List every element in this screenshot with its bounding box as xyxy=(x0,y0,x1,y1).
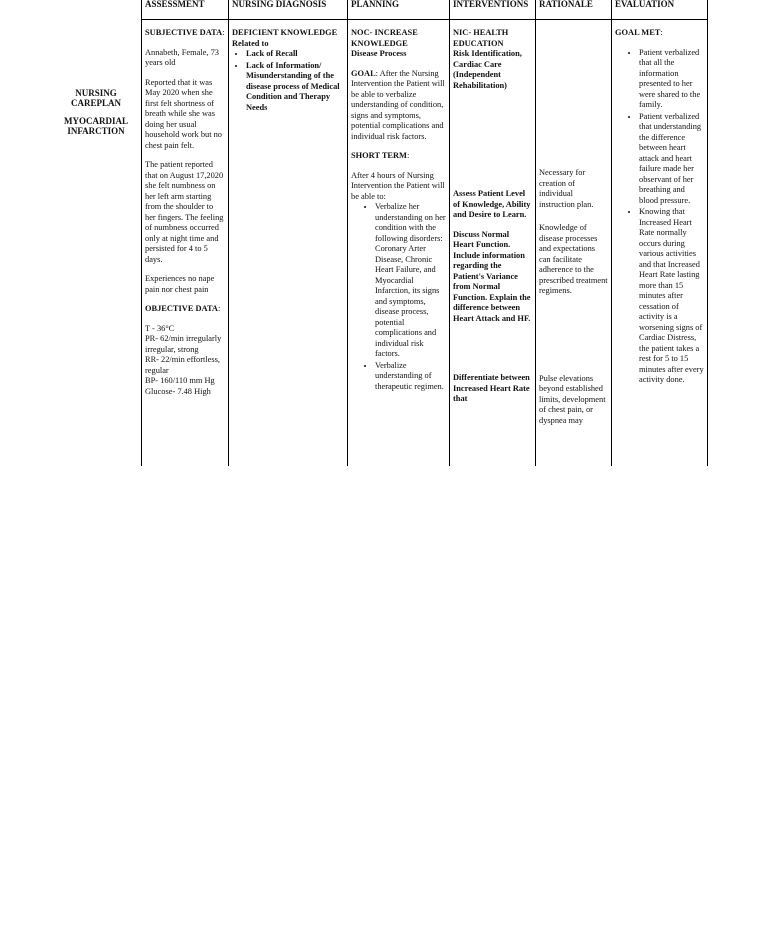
diagnosis-related-to: Related to xyxy=(232,38,269,48)
header-planning: PLANNING xyxy=(348,0,450,20)
careplan-table-area xyxy=(141,0,708,466)
diagnosis-item: • Lack of Recall xyxy=(246,49,344,60)
vital-sign: Glucose- 7.48 High xyxy=(145,386,211,396)
goal-met-label: GOAL MET xyxy=(615,28,661,37)
intervention-item-2: Discuss Normal Heart Function. Include information regarding the Patient's Variance from Normal Function. Explain the difference between Heart Attack and HF. xyxy=(453,229,531,323)
diagnosis-item: • Lack of Information/ Misunderstanding of the disease process of Medical Condition and Therapy Needs xyxy=(246,61,344,114)
rationale-3: Pulse elevations beyond established limits, development of chest pain, or dyspnea may xyxy=(539,373,606,425)
subjective-report-3: Experiences no nape pain nor chest pain xyxy=(145,274,215,294)
patient-info: Annabeth, Female, 73 years old xyxy=(145,47,219,67)
vital-sign: T - 36°C xyxy=(145,323,175,333)
objective-label: OBJECTIVE DATA xyxy=(145,304,218,313)
evaluation-cell: GOAL MET: • Patient verbalized that all the information presented to her were shared to the family. • Patient verbalized that understanding the difference between heart attack and heart failure made her observant of her breathing and blood pressure. • Knowing that Increased Heart Rate normally occurs during various activities and that Increased Heart Rate lasting more than 15 minutes after cessation of activity is a worsening signs of Cardiac Distress, the patient takes a rest for 5 to 15 minutes after every activity done. xyxy=(612,20,708,467)
careplan-table xyxy=(141,0,708,466)
rationale-2: Knowledge of disease processes and expectations can facilitate adherence to the prescribed treatment regimens. xyxy=(539,223,608,295)
subjective-label: SUBJECTIVE DATA xyxy=(145,28,223,37)
intervention-item-1: Assess Patient Level of Knowledge, Ability and Desire to Learn. xyxy=(453,189,531,219)
header-row xyxy=(142,0,708,20)
content-row xyxy=(142,20,708,467)
goal-label: GOAL xyxy=(351,68,376,78)
header-evaluation: EVALUATION xyxy=(612,0,708,20)
vital-sign: BP- 160/110 mm Hg xyxy=(145,376,215,385)
diagnosis-cell xyxy=(229,20,348,467)
vital-sign: RR- 22/min effortless, regular xyxy=(145,355,220,375)
diagnosis-list xyxy=(232,49,344,113)
short-term-list xyxy=(351,202,446,392)
interventions-cell xyxy=(450,20,536,467)
subjective-report-2: The patient reported that on August 17,2020 she felt numbness on her left arm starting from the shoulder to her fingers. The feeling of numbness occurred only at night time and persisted for 4 to 5 days. xyxy=(145,160,224,264)
nic-value: Risk Identification, Cardiac Care (Independent Rehabilitation) xyxy=(453,49,522,90)
rationale-1: Necessary for creation of individual instruction plan. xyxy=(539,168,594,209)
intervention-item-3: Differentiate between Increased Heart Rate that xyxy=(453,373,530,403)
short-term-item: • Verbalize her understanding on her condition with the following disorders: Coronary Arter Disease, Chronic Heart Failure, and Myocardial Infarction, its signs and symptoms, disease process, potential complications and individual risk factors. xyxy=(375,202,446,360)
header-diagnosis: NURSING DIAGNOSIS xyxy=(229,0,348,20)
short-term-label: SHORT TERM xyxy=(351,151,407,160)
goal-text: After the Nursing Intervention the Patient will be able to verbalize understanding of condition, signs and symptoms, potential complications and individual risk factors. xyxy=(351,68,445,141)
short-term-intro: After 4 hours of Nursing Intervention the Patient will be able to: xyxy=(351,170,445,201)
rationale-cell xyxy=(536,20,612,467)
header-interventions: INTERVENTIONS xyxy=(450,0,536,20)
noc-value: Disease Process xyxy=(351,49,407,58)
side-title xyxy=(60,88,132,144)
subjective-report-1: Reported that it was May 2020 when she first felt shortness of breath while she was doing her usual household work but no chest pain felt. xyxy=(145,77,222,150)
header-assessment: ASSESSMENT xyxy=(142,0,229,20)
side-title-condition: MYOCARDIAL INFARCTION xyxy=(64,116,128,136)
evaluation-item: • Patient verbalized that understanding the difference between heart attack and heart failure made her observant of her breathing and blood pressure. xyxy=(639,112,704,207)
vital-sign: PR- 62/min irregularly irregular, strong xyxy=(145,334,222,354)
side-title-nursing-careplan: NURSING CAREPLAN xyxy=(70,88,121,108)
evaluation-item: • Knowing that Increased Heart Rate normally occurs during various activities and that Increased Heart Rate lasting more than 15 minutes after cessation of activity is a worsening signs of Cardiac Distress, the patient takes a rest for 5 to 15 minutes after every activity done. xyxy=(639,207,704,386)
evaluation-item: • Patient verbalized that all the information presented to her were shared to the family. xyxy=(639,48,704,111)
nic-label: NIC- HEALTH EDUCATION xyxy=(453,28,509,48)
assessment-cell: SUBJECTIVE DATA: Annabeth, Female, 73 years old Reported that it was May 2020 when she first felt shortness of breath while she was doing her usual household work but no chest pain felt. The patient reported that on August 17,2020 she felt numbness on her left arm starting from the shoulder to her fingers. The feeling of numbness occurred only at night time and persisted for 4 to 5 days. Experiences no nape pain nor chest pain OBJECTIVE DATA: T - 36°C PR- 62/min irregularly irregular, strong RR- 22/min effortless, regular BP- 160/110 mm Hg Glucose- 7.48 High xyxy=(142,20,229,467)
short-term-item: • Verbalize understanding of therapeutic regimen. xyxy=(375,361,446,393)
header-rationale: RATIONALE xyxy=(536,0,612,20)
planning-cell: NOC- INCREASE KNOWLEDGE Disease Process GOAL: After the Nursing Intervention the Patient will be able to verbalize understanding of condition, signs and symptoms, potential complications and individual risk factors. SHORT TERM: After 4 hours of Nursing Intervention the Patient will be able to: • Verbalize her understanding on her condition with the following disorders: Coronary Arter Disease, Chronic Heart Failure, and Myocardial Infarction, its signs and symptoms, disease process, potential complications and individual risk factors. • Verbalize understanding of therapeutic regimen. xyxy=(348,20,450,467)
evaluation-list xyxy=(615,48,704,386)
diagnosis-title: DEFICIENT KNOWLEDGE xyxy=(232,28,338,37)
noc-label: NOC- INCREASE KNOWLEDGE xyxy=(351,28,418,48)
